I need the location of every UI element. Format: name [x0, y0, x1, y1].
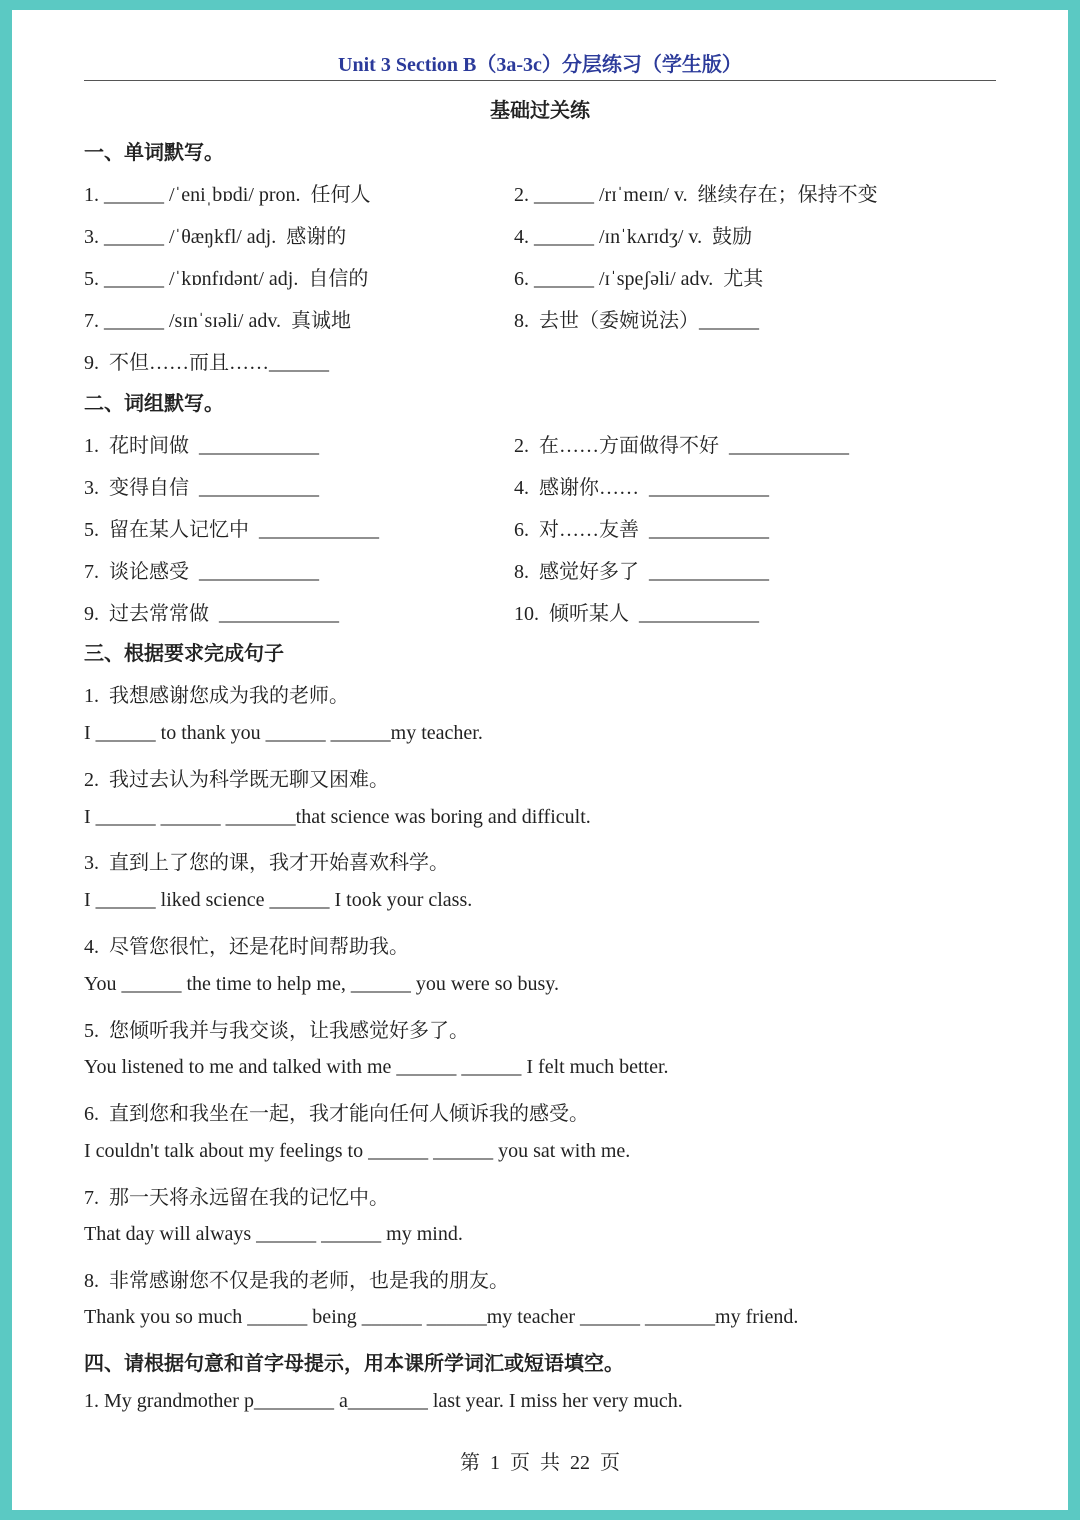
sentence-chinese: 2. 我过去认为科学既无聊又困难。 [84, 769, 389, 791]
phrase-item: 4. 感谢你…… ____________ [514, 477, 769, 499]
header-rule [84, 80, 996, 81]
section2-title: 二、词组默写。 [84, 393, 224, 415]
sentence-english: You listened to me and talked with me ______ ______ I felt much better. [84, 1056, 669, 1078]
sentence-chinese: 1. 我想感谢您成为我的老师。 [84, 685, 349, 707]
phrase-item: 6. 对……友善 ____________ [514, 519, 769, 541]
sentence-chinese: 3. 直到上了您的课，我才开始喜欢科学。 [84, 852, 449, 874]
sentence-english: Thank you so much ______ being ______ ______my teacher ______ _______my friend. [84, 1306, 799, 1328]
sentence-chinese: 5. 您倾听我并与我交谈，让我感觉好多了。 [84, 1020, 469, 1042]
phrase-item: 9. 过去常常做 ____________ [84, 603, 339, 625]
vocab-item: 6. ______ /ɪˈspeʃəli/ adv. 尤其 [514, 268, 764, 290]
worksheet-page [12, 10, 1068, 1510]
section3-title: 三、根据要求完成句子 [84, 643, 284, 665]
vocab-item: 3. ______ /ˈθæŋkfl/ adj. 感谢的 [84, 226, 347, 248]
sentence-chinese: 6. 直到您和我坐在一起，我才能向任何人倾诉我的感受。 [84, 1103, 589, 1125]
vocab-item: 4. ______ /ɪnˈkʌrɪdʒ/ v. 鼓励 [514, 226, 753, 248]
page-footer: 第 1 页 共 22 页 [460, 1452, 620, 1474]
vocab-item: 5. ______ /ˈkɒnfɪdənt/ adj. 自信的 [84, 268, 369, 290]
vocab-item: 9. 不但……而且……______ [84, 352, 329, 374]
sentence-english: I ______ to thank you ______ ______my teacher. [84, 722, 483, 744]
phrase-item: 10. 倾听某人 ____________ [514, 603, 759, 625]
sentence-english: I couldn't talk about my feelings to ______ ______ you sat with me. [84, 1140, 631, 1162]
fill-in-item: 1. My grandmother p________ a________ last year. I miss her very much. [84, 1390, 683, 1412]
sentence-english: You ______ the time to help me, ______ you were so busy. [84, 973, 559, 995]
vocab-item: 7. ______ /sɪnˈsɪəli/ adv. 真诚地 [84, 310, 352, 332]
sentence-english: I ______ ______ _______that science was boring and difficult. [84, 806, 591, 828]
phrase-item: 8. 感觉好多了 ____________ [514, 561, 769, 583]
sentence-chinese: 4. 尽管您很忙，还是花时间帮助我。 [84, 936, 409, 958]
phrase-item: 5. 留在某人记忆中 ____________ [84, 519, 379, 541]
phrase-item: 7. 谈论感受 ____________ [84, 561, 319, 583]
sentence-english: I ______ liked science ______ I took your class. [84, 889, 473, 911]
phrase-item: 2. 在……方面做得不好 ____________ [514, 435, 849, 457]
vocab-item: 2. ______ /rɪˈmeɪn/ v. 继续存在；保持不变 [514, 184, 878, 206]
vocab-item: 1. ______ /ˈeniˌbɒdi/ pron. 任何人 [84, 184, 371, 206]
sentence-chinese: 8. 非常感谢您不仅是我的老师，也是我的朋友。 [84, 1270, 509, 1292]
document-header: Unit 3 Section B（3a-3c）分层练习（学生版） [338, 54, 742, 76]
sentence-chinese: 7. 那一天将永远留在我的记忆中。 [84, 1187, 389, 1209]
phrase-item: 3. 变得自信 ____________ [84, 477, 319, 499]
section-subtitle: 基础过关练 [490, 100, 590, 122]
sentence-english: That day will always ______ ______ my mind. [84, 1223, 463, 1245]
vocab-item: 8. 去世（委婉说法）______ [514, 310, 759, 332]
section1-title: 一、单词默写。 [84, 142, 224, 164]
section4-title: 四、请根据句意和首字母提示，用本课所学词汇或短语填空。 [84, 1353, 624, 1375]
phrase-item: 1. 花时间做 ____________ [84, 435, 319, 457]
